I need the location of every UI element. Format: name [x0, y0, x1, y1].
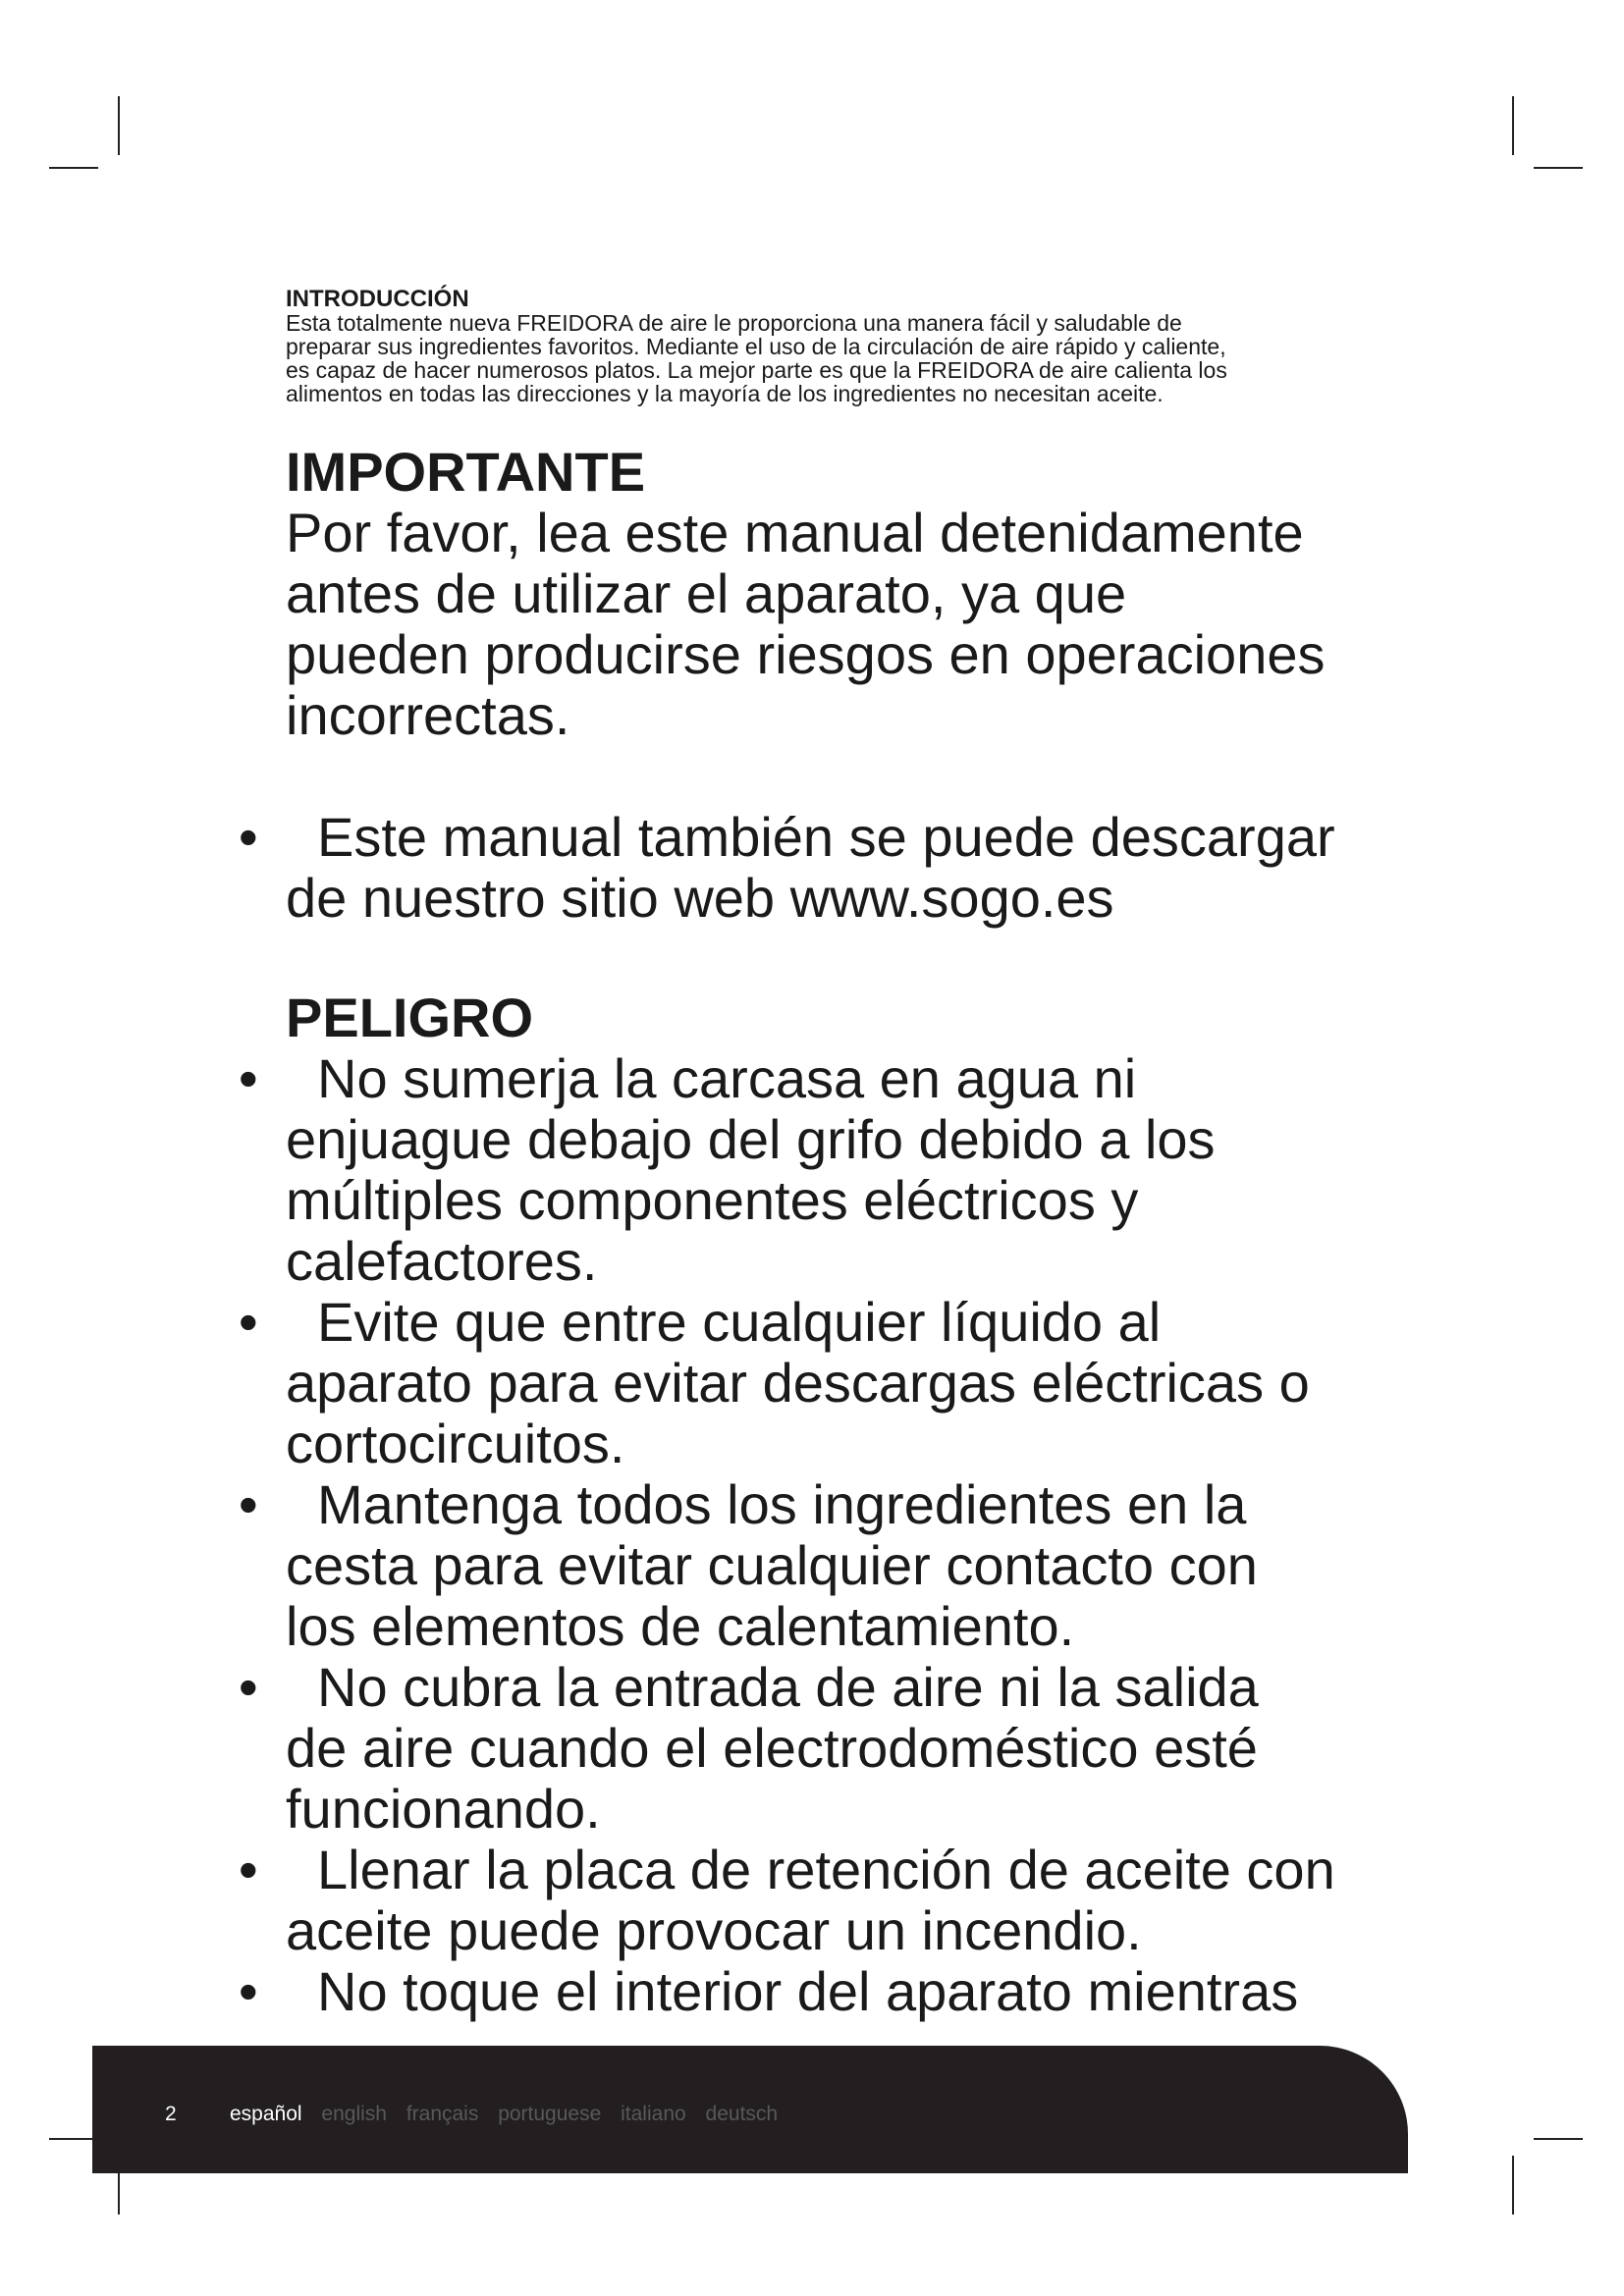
danger-heading: PELIGRO [286, 987, 534, 1048]
danger-line: No cubra la entrada de aire ni la salida [317, 1656, 1259, 1718]
danger-line: de aire cuando el electrodoméstico esté [286, 1717, 1258, 1779]
language-list [230, 2103, 791, 2126]
bullet-icon: • [239, 1656, 258, 1718]
list-item [239, 1656, 1435, 1840]
danger-line: No toque el interior del aparato mientras [317, 1960, 1299, 2022]
danger-line: cesta para evitar cualquier contacto con [286, 1534, 1258, 1596]
important-line: pueden producirse riesgos en operaciones [286, 623, 1326, 685]
danger-line: calefactores. [286, 1230, 598, 1292]
download-note [239, 806, 1435, 929]
intro-section [286, 287, 1415, 405]
danger-line: Evite que entre cualquier líquido al [317, 1291, 1162, 1353]
list-item [239, 1960, 1435, 2022]
bullet-icon: • [239, 1839, 258, 1900]
language-english[interactable]: english [321, 2103, 387, 2125]
language-italiano[interactable]: italiano [621, 2103, 686, 2125]
crop-mark [1534, 167, 1583, 169]
list-item [239, 1047, 1435, 1292]
download-line: Este manual también se puede descargar [317, 806, 1335, 868]
list-item [239, 1473, 1435, 1657]
danger-line: aparato para evitar descargas eléctricas o [286, 1352, 1310, 1414]
download-line: de nuestro sitio web www.sogo.es [286, 867, 1114, 929]
intro-title: INTRODUCCIÓN [286, 286, 469, 312]
bullet-icon: • [239, 806, 258, 868]
language-espanol[interactable]: español [230, 2103, 302, 2125]
crop-mark [1512, 96, 1514, 155]
crop-mark [118, 96, 120, 155]
important-line: antes de utilizar el aparato, ya que [286, 562, 1127, 624]
language-portuguese[interactable]: portuguese [498, 2103, 602, 2125]
important-line: incorrectas. [286, 684, 570, 746]
crop-mark [49, 2138, 98, 2140]
important-heading: IMPORTANTE [286, 441, 646, 503]
danger-line: Llenar la placa de retención de aceite con [317, 1839, 1335, 1900]
language-deutsch[interactable]: deutsch [705, 2103, 779, 2125]
bullet-icon: • [239, 1473, 258, 1535]
language-francais[interactable]: français [406, 2103, 479, 2125]
footer-bar [92, 2046, 1408, 2173]
danger-line: enjuague debajo del grifo debido a los [286, 1108, 1216, 1170]
intro-line: Esta totalmente nueva FREIDORA de aire le proporciona una manera fácil y saludable de [286, 310, 1182, 336]
intro-line: es capaz de hacer numerosos platos. La mejor parte es que la FREIDORA de aire calienta los [286, 357, 1227, 383]
page-number: 2 [165, 2103, 177, 2125]
important-line: Por favor, lea este manual detenidamente [286, 502, 1304, 563]
danger-line: múltiples componentes eléctricos y [286, 1169, 1139, 1231]
list-item [239, 1839, 1435, 1961]
list-item [239, 806, 1435, 929]
danger-line: funcionando. [286, 1778, 601, 1840]
bullet-icon: • [239, 1960, 258, 2022]
intro-line: alimentos en todas las direcciones y la mayoría de los ingredientes no necesitan aceite. [286, 381, 1164, 406]
danger-line: Mantenga todos los ingredientes en la [317, 1473, 1247, 1535]
main-content [239, 441, 1435, 2022]
bullet-icon: • [239, 1291, 258, 1353]
danger-line: los elementos de calentamiento. [286, 1595, 1075, 1657]
crop-mark [1534, 2138, 1583, 2140]
danger-list [239, 1047, 1435, 2022]
list-item [239, 1291, 1435, 1474]
bullet-icon: • [239, 1047, 258, 1109]
danger-line: cortocircuitos. [286, 1413, 625, 1474]
danger-line: No sumerja la carcasa en agua ni [317, 1047, 1137, 1109]
crop-mark [1512, 2156, 1514, 2215]
crop-mark [49, 167, 98, 169]
danger-line: aceite puede provocar un incendio. [286, 1899, 1142, 1961]
intro-line: preparar sus ingredientes favoritos. Mediante el uso de la circulación de aire rápido y caliente, [286, 334, 1226, 359]
